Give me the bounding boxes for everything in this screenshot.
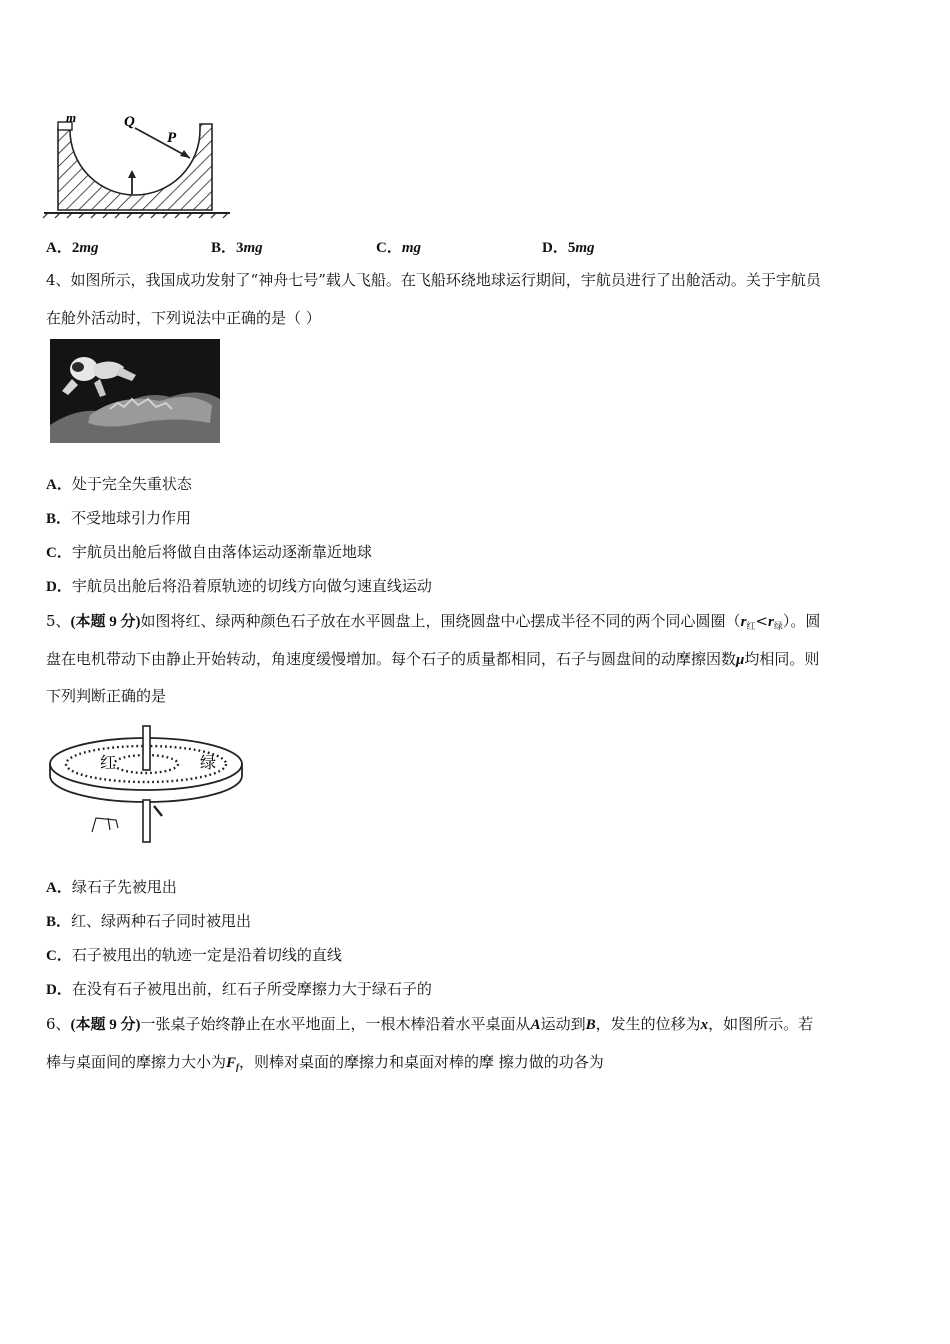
- q5-option-c: C．石子被甩出的轨迹一定是沿着切线的直线: [46, 946, 342, 964]
- bowl-figure: [40, 108, 240, 220]
- q6-stem-line2: 棒与桌面间的摩擦力大小为$F_f$，则棒对桌面的摩擦力和桌面对棒的摩 擦力做的功各为: [46, 1053, 604, 1072]
- mass-label: m: [66, 110, 77, 125]
- q4-option-c: C．宇航员出舱后将做自由落体运动逐渐靠近地球: [46, 543, 372, 561]
- q3-options: [46, 236, 926, 256]
- q5-stem-line2: 盘在电机带动下由静止开始转动，角速度缓慢增加。每个石子的质量都相同，石子与圆盘间的动摩擦因数μ均相同。则: [46, 650, 820, 668]
- q5-option-b: B．红、绿两种石子同时被甩出: [46, 912, 252, 930]
- q3-option-a: A．2mg: [46, 240, 99, 256]
- q4-stem-line2: 在舱外活动时，下列说法中正确的是（ ）: [46, 309, 321, 327]
- astronaut-photo: [50, 339, 220, 443]
- q4-option-a: A．处于完全失重状态: [46, 475, 192, 493]
- q4-stem-line1: 4、如图所示，我国成功发射了“神舟七号”载人飞船。在飞船环绕地球运行期间，宇航员进行了出舱活动。关于宇航员: [46, 271, 821, 289]
- red-label: 红: [100, 755, 117, 772]
- disk-figure: [44, 724, 254, 848]
- q4-option-d: D．宇航员出舱后将沿着原轨迹的切线方向做匀速直线运动: [46, 577, 432, 595]
- q3-option-c: C．mg: [376, 240, 422, 256]
- green-label: 绿: [200, 755, 217, 772]
- q3-option-b: B．3mg: [211, 240, 263, 256]
- q4-option-b: B．不受地球引力作用: [46, 509, 192, 527]
- point-q-label: Q: [124, 114, 135, 130]
- q6-stem-line1: 6、(本题 9 分)一张桌子始终静止在水平地面上，一根木棒沿着水平桌面从A运动到B，发生的位移为x，如图所示。若: [46, 1015, 814, 1033]
- q5-stem-line1: 5、(本题 9 分)如图将红、绿两种颜色石子放在水平圆盘上，围绕圆盘中心摆成半径不同的两个同心圆圈$(r_红<r_绿)$。圆: [46, 612, 821, 632]
- q5-option-d: D．在没有石子被甩出前，红石子所受摩擦力大于绿石子的: [46, 980, 432, 998]
- q5-stem-line3: 下列判断正确的是: [46, 687, 167, 705]
- q3-option-d: D．5mg: [542, 240, 595, 256]
- point-p-label: P: [167, 130, 177, 146]
- q5-option-a: A．绿石子先被甩出: [46, 878, 177, 896]
